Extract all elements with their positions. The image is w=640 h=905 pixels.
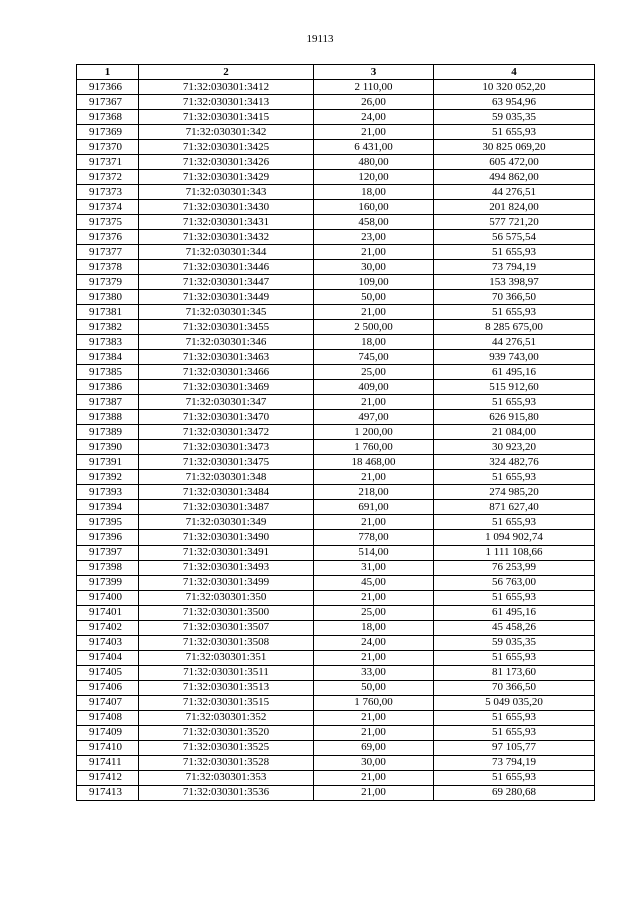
cadastral-number-cell: 71:32:030301:3520 (139, 725, 314, 740)
table-row (77, 530, 595, 545)
row-number-cell: 917369 (77, 125, 139, 140)
row-number-cell: 917413 (77, 785, 139, 800)
area-cell: 33,00 (314, 665, 434, 680)
cadastral-number-cell: 71:32:030301:3455 (139, 320, 314, 335)
column-header-2: 2 (139, 65, 314, 80)
cadastral-number-cell: 71:32:030301:349 (139, 515, 314, 530)
row-number-cell: 917403 (77, 635, 139, 650)
cadastral-number-cell: 71:32:030301:344 (139, 245, 314, 260)
cadastral-number-cell: 71:32:030301:3449 (139, 290, 314, 305)
cadastral-number-cell: 71:32:030301:3490 (139, 530, 314, 545)
row-number-cell: 917374 (77, 200, 139, 215)
cadastral-number-cell: 71:32:030301:3528 (139, 755, 314, 770)
area-cell: 69,00 (314, 740, 434, 755)
row-number-cell: 917404 (77, 650, 139, 665)
row-number-cell: 917391 (77, 455, 139, 470)
cadastral-number-cell: 71:32:030301:3466 (139, 365, 314, 380)
table-row (77, 710, 595, 725)
area-cell: 21,00 (314, 245, 434, 260)
cadastral-number-cell: 71:32:030301:3515 (139, 695, 314, 710)
area-cell: 160,00 (314, 200, 434, 215)
row-number-cell: 917384 (77, 350, 139, 365)
table-row (77, 320, 595, 335)
area-cell: 2 500,00 (314, 320, 434, 335)
row-number-cell: 917402 (77, 620, 139, 635)
table-row (77, 95, 595, 110)
value-cell: 30 825 069,20 (434, 140, 595, 155)
cadastral-number-cell: 71:32:030301:3415 (139, 110, 314, 125)
cadastral-number-cell: 71:32:030301:3446 (139, 260, 314, 275)
area-cell: 30,00 (314, 260, 434, 275)
table-row (77, 230, 595, 245)
cadastral-number-cell: 71:32:030301:348 (139, 470, 314, 485)
cadastral-number-cell: 71:32:030301:343 (139, 185, 314, 200)
table-row (77, 305, 595, 320)
table-row (77, 200, 595, 215)
row-number-cell: 917412 (77, 770, 139, 785)
row-number-cell: 917395 (77, 515, 139, 530)
row-number-cell: 917376 (77, 230, 139, 245)
table-row (77, 245, 595, 260)
row-number-cell: 917381 (77, 305, 139, 320)
area-cell: 21,00 (314, 395, 434, 410)
value-cell: 51 655,93 (434, 710, 595, 725)
table-row (77, 260, 595, 275)
table-header-row (77, 65, 595, 80)
cadastral-number-cell: 71:32:030301:3511 (139, 665, 314, 680)
page-number: 19113 (306, 33, 334, 45)
value-cell: 51 655,93 (434, 470, 595, 485)
table-row (77, 380, 595, 395)
row-number-cell: 917377 (77, 245, 139, 260)
area-cell: 21,00 (314, 125, 434, 140)
table-row (77, 680, 595, 695)
value-cell: 56 575,54 (434, 230, 595, 245)
cadastral-number-cell: 71:32:030301:3470 (139, 410, 314, 425)
cadastral-number-cell: 71:32:030301:3493 (139, 560, 314, 575)
table-row (77, 560, 595, 575)
value-cell: 73 794,19 (434, 755, 595, 770)
table-row (77, 290, 595, 305)
cadastral-number-cell: 71:32:030301:3463 (139, 350, 314, 365)
value-cell: 51 655,93 (434, 125, 595, 140)
cadastral-number-cell: 71:32:030301:346 (139, 335, 314, 350)
value-cell: 51 655,93 (434, 650, 595, 665)
table-row (77, 155, 595, 170)
row-number-cell: 917380 (77, 290, 139, 305)
row-number-cell: 917398 (77, 560, 139, 575)
column-header-1: 1 (77, 65, 139, 80)
value-cell: 51 655,93 (434, 305, 595, 320)
area-cell: 25,00 (314, 605, 434, 620)
value-cell: 70 366,50 (434, 290, 595, 305)
area-cell: 497,00 (314, 410, 434, 425)
area-cell: 18,00 (314, 620, 434, 635)
row-number-cell: 917383 (77, 335, 139, 350)
row-number-cell: 917409 (77, 725, 139, 740)
area-cell: 21,00 (314, 785, 434, 800)
row-number-cell: 917386 (77, 380, 139, 395)
area-cell: 26,00 (314, 95, 434, 110)
value-cell: 63 954,96 (434, 95, 595, 110)
area-cell: 745,00 (314, 350, 434, 365)
area-cell: 18 468,00 (314, 455, 434, 470)
table-row (77, 605, 595, 620)
value-cell: 51 655,93 (434, 725, 595, 740)
row-number-cell: 917392 (77, 470, 139, 485)
cadastral-number-cell: 71:32:030301:3513 (139, 680, 314, 695)
value-cell: 577 721,20 (434, 215, 595, 230)
table-row (77, 545, 595, 560)
table-row (77, 170, 595, 185)
value-cell: 76 253,99 (434, 560, 595, 575)
area-cell: 458,00 (314, 215, 434, 230)
table-row (77, 725, 595, 740)
value-cell: 81 173,60 (434, 665, 595, 680)
area-cell: 120,00 (314, 170, 434, 185)
value-cell: 30 923,20 (434, 440, 595, 455)
cadastral-number-cell: 71:32:030301:3508 (139, 635, 314, 650)
area-cell: 514,00 (314, 545, 434, 560)
cadastral-number-cell: 71:32:030301:3413 (139, 95, 314, 110)
table-row (77, 470, 595, 485)
table-row (77, 740, 595, 755)
cadastral-number-cell: 71:32:030301:3507 (139, 620, 314, 635)
row-number-cell: 917379 (77, 275, 139, 290)
value-cell: 1 094 902,74 (434, 530, 595, 545)
table-row (77, 515, 595, 530)
row-number-cell: 917382 (77, 320, 139, 335)
area-cell: 21,00 (314, 770, 434, 785)
area-cell: 23,00 (314, 230, 434, 245)
table-row (77, 350, 595, 365)
value-cell: 274 985,20 (434, 485, 595, 500)
value-cell: 97 105,77 (434, 740, 595, 755)
table-row (77, 275, 595, 290)
cadastral-number-cell: 71:32:030301:342 (139, 125, 314, 140)
table-row (77, 80, 595, 95)
table-row (77, 125, 595, 140)
row-number-cell: 917372 (77, 170, 139, 185)
table-row (77, 665, 595, 680)
value-cell: 51 655,93 (434, 590, 595, 605)
row-number-cell: 917368 (77, 110, 139, 125)
cadastral-number-cell: 71:32:030301:3469 (139, 380, 314, 395)
value-cell: 494 862,00 (434, 170, 595, 185)
table-row (77, 770, 595, 785)
area-cell: 50,00 (314, 290, 434, 305)
row-number-cell: 917389 (77, 425, 139, 440)
table-row (77, 785, 595, 800)
table-row (77, 395, 595, 410)
value-cell: 59 035,35 (434, 110, 595, 125)
area-cell: 21,00 (314, 515, 434, 530)
table-row (77, 650, 595, 665)
cadastral-number-cell: 71:32:030301:3432 (139, 230, 314, 245)
value-cell: 44 276,51 (434, 185, 595, 200)
cadastral-number-cell: 71:32:030301:3430 (139, 200, 314, 215)
value-cell: 51 655,93 (434, 245, 595, 260)
table-row (77, 485, 595, 500)
row-number-cell: 917394 (77, 500, 139, 515)
area-cell: 691,00 (314, 500, 434, 515)
table-row (77, 425, 595, 440)
area-cell: 24,00 (314, 110, 434, 125)
row-number-cell: 917407 (77, 695, 139, 710)
cadastral-number-cell: 71:32:030301:3472 (139, 425, 314, 440)
cadastral-number-cell: 71:32:030301:350 (139, 590, 314, 605)
table-row (77, 335, 595, 350)
value-cell: 51 655,93 (434, 770, 595, 785)
area-cell: 1 200,00 (314, 425, 434, 440)
row-number-cell: 917399 (77, 575, 139, 590)
cadastral-number-cell: 71:32:030301:3487 (139, 500, 314, 515)
area-cell: 1 760,00 (314, 695, 434, 710)
row-number-cell: 917405 (77, 665, 139, 680)
area-cell: 21,00 (314, 650, 434, 665)
cadastral-number-cell: 71:32:030301:3431 (139, 215, 314, 230)
area-cell: 21,00 (314, 305, 434, 320)
row-number-cell: 917390 (77, 440, 139, 455)
value-cell: 61 495,16 (434, 605, 595, 620)
value-cell: 59 035,35 (434, 635, 595, 650)
area-cell: 21,00 (314, 470, 434, 485)
column-header-3: 3 (314, 65, 434, 80)
row-number-cell: 917401 (77, 605, 139, 620)
table-row (77, 140, 595, 155)
value-cell: 324 482,76 (434, 455, 595, 470)
row-number-cell: 917411 (77, 755, 139, 770)
value-cell: 51 655,93 (434, 515, 595, 530)
row-number-cell: 917397 (77, 545, 139, 560)
area-cell: 25,00 (314, 365, 434, 380)
cadastral-number-cell: 71:32:030301:353 (139, 770, 314, 785)
area-cell: 778,00 (314, 530, 434, 545)
cadastral-number-cell: 71:32:030301:3475 (139, 455, 314, 470)
row-number-cell: 917370 (77, 140, 139, 155)
cadastral-number-cell: 71:32:030301:345 (139, 305, 314, 320)
table-row (77, 635, 595, 650)
cadastral-number-cell: 71:32:030301:351 (139, 650, 314, 665)
area-cell: 1 760,00 (314, 440, 434, 455)
table-row (77, 620, 595, 635)
area-cell: 6 431,00 (314, 140, 434, 155)
cadastral-number-cell: 71:32:030301:3484 (139, 485, 314, 500)
area-cell: 21,00 (314, 725, 434, 740)
row-number-cell: 917406 (77, 680, 139, 695)
column-header-4: 4 (434, 65, 595, 80)
value-cell: 605 472,00 (434, 155, 595, 170)
area-cell: 409,00 (314, 380, 434, 395)
value-cell: 56 763,00 (434, 575, 595, 590)
row-number-cell: 917385 (77, 365, 139, 380)
area-cell: 2 110,00 (314, 80, 434, 95)
value-cell: 515 912,60 (434, 380, 595, 395)
row-number-cell: 917408 (77, 710, 139, 725)
value-cell: 69 280,68 (434, 785, 595, 800)
area-cell: 18,00 (314, 185, 434, 200)
table-row (77, 695, 595, 710)
value-cell: 21 084,00 (434, 425, 595, 440)
area-cell: 109,00 (314, 275, 434, 290)
cadastral-number-cell: 71:32:030301:3426 (139, 155, 314, 170)
cadastral-number-cell: 71:32:030301:3500 (139, 605, 314, 620)
area-cell: 50,00 (314, 680, 434, 695)
cadastral-number-cell: 71:32:030301:3491 (139, 545, 314, 560)
table-row (77, 440, 595, 455)
table-row (77, 410, 595, 425)
value-cell: 70 366,50 (434, 680, 595, 695)
table-row (77, 215, 595, 230)
cadastral-number-cell: 71:32:030301:347 (139, 395, 314, 410)
value-cell: 61 495,16 (434, 365, 595, 380)
area-cell: 218,00 (314, 485, 434, 500)
row-number-cell: 917366 (77, 80, 139, 95)
table-row (77, 185, 595, 200)
area-cell: 21,00 (314, 710, 434, 725)
value-cell: 44 276,51 (434, 335, 595, 350)
value-cell: 10 320 052,20 (434, 80, 595, 95)
cadastral-number-cell: 71:32:030301:3425 (139, 140, 314, 155)
row-number-cell: 917393 (77, 485, 139, 500)
value-cell: 626 915,80 (434, 410, 595, 425)
table-row (77, 455, 595, 470)
area-cell: 18,00 (314, 335, 434, 350)
value-cell: 8 285 675,00 (434, 320, 595, 335)
row-number-cell: 917410 (77, 740, 139, 755)
cadastral-number-cell: 71:32:030301:3525 (139, 740, 314, 755)
row-number-cell: 917387 (77, 395, 139, 410)
row-number-cell: 917378 (77, 260, 139, 275)
cadastral-number-cell: 71:32:030301:3499 (139, 575, 314, 590)
row-number-cell: 917400 (77, 590, 139, 605)
row-number-cell: 917373 (77, 185, 139, 200)
cadastral-number-cell: 71:32:030301:3473 (139, 440, 314, 455)
table-row (77, 755, 595, 770)
cadastral-number-cell: 71:32:030301:3429 (139, 170, 314, 185)
value-cell: 201 824,00 (434, 200, 595, 215)
area-cell: 24,00 (314, 635, 434, 650)
value-cell: 153 398,97 (434, 275, 595, 290)
row-number-cell: 917388 (77, 410, 139, 425)
table-row (77, 590, 595, 605)
row-number-cell: 917375 (77, 215, 139, 230)
area-cell: 21,00 (314, 590, 434, 605)
table-row (77, 500, 595, 515)
area-cell: 30,00 (314, 755, 434, 770)
cadastral-number-cell: 71:32:030301:3447 (139, 275, 314, 290)
area-cell: 45,00 (314, 575, 434, 590)
value-cell: 1 111 108,66 (434, 545, 595, 560)
table-row (77, 110, 595, 125)
value-cell: 5 049 035,20 (434, 695, 595, 710)
value-cell: 871 627,40 (434, 500, 595, 515)
table-body (77, 80, 595, 801)
value-cell: 939 743,00 (434, 350, 595, 365)
area-cell: 480,00 (314, 155, 434, 170)
row-number-cell: 917371 (77, 155, 139, 170)
value-cell: 45 458,26 (434, 620, 595, 635)
row-number-cell: 917396 (77, 530, 139, 545)
cadastral-number-cell: 71:32:030301:352 (139, 710, 314, 725)
row-number-cell: 917367 (77, 95, 139, 110)
cadastral-number-cell: 71:32:030301:3536 (139, 785, 314, 800)
value-cell: 73 794,19 (434, 260, 595, 275)
table-row (77, 365, 595, 380)
cadastral-number-cell: 71:32:030301:3412 (139, 80, 314, 95)
data-table (76, 64, 595, 801)
area-cell: 31,00 (314, 560, 434, 575)
table-row (77, 575, 595, 590)
value-cell: 51 655,93 (434, 395, 595, 410)
